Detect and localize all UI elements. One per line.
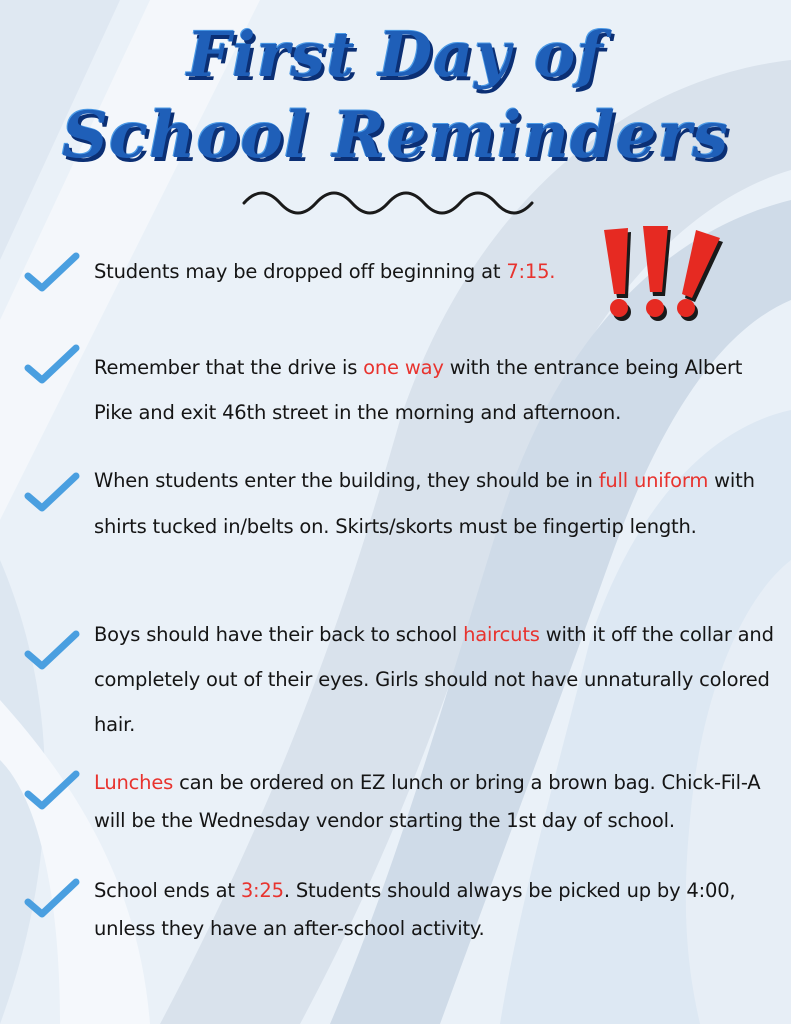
reminder-text-4	[94, 612, 774, 747]
reminder-text-6	[94, 872, 774, 948]
checkmark-icon	[22, 470, 82, 514]
title-line-1: First Day of	[187, 18, 604, 91]
checkmark-icon	[22, 250, 82, 294]
reminder-text-2	[94, 345, 774, 435]
wavy-divider	[240, 186, 552, 220]
reminder-highlight: Lunches	[94, 771, 174, 794]
reminder-text: Students may be dropped off beginning at	[94, 260, 507, 283]
reminder-text: Boys should have their back to school	[94, 623, 464, 646]
reminder-highlight: haircuts	[463, 623, 540, 646]
reminder-highlight: 3:25	[240, 879, 284, 902]
reminder-text: School ends at	[94, 879, 241, 902]
checkmark-icon	[22, 768, 82, 812]
reminder-text-1	[94, 255, 774, 289]
reminder-text-3	[94, 458, 774, 550]
checkmark-icon	[22, 342, 82, 386]
reminder-highlight: one way	[363, 356, 444, 379]
reminder-text: When students enter the building, they should be in	[94, 469, 599, 492]
checkmark-icon	[22, 876, 82, 920]
reminder-text: with shirts tucked in/belts on. Skirts/skorts must be fingertip length.	[94, 469, 755, 538]
reminder-text: Remember that the drive is	[94, 356, 364, 379]
reminder-highlight: 7:15.	[506, 260, 556, 283]
title-line-2: School Reminders	[61, 98, 730, 173]
reminder-text: . Students should always be picked up by 4:00, unless they have an after-school activity.	[94, 879, 736, 940]
reminder-text: with the entrance being Albert Pike and exit 46th street in the morning and afternoon.	[94, 356, 743, 424]
checkmark-icon	[22, 628, 82, 672]
reminder-text-5	[94, 764, 774, 840]
reminder-text: can be ordered on EZ lunch or bring a brown bag. Chick-Fil-A will be the Wednesday vendor starting the 1st day of school.	[94, 771, 761, 832]
reminder-highlight: full uniform	[598, 469, 709, 492]
reminder-text: with it off the collar and completely out of their eyes. Girls should not have unnaturally colored hair.	[94, 623, 774, 736]
